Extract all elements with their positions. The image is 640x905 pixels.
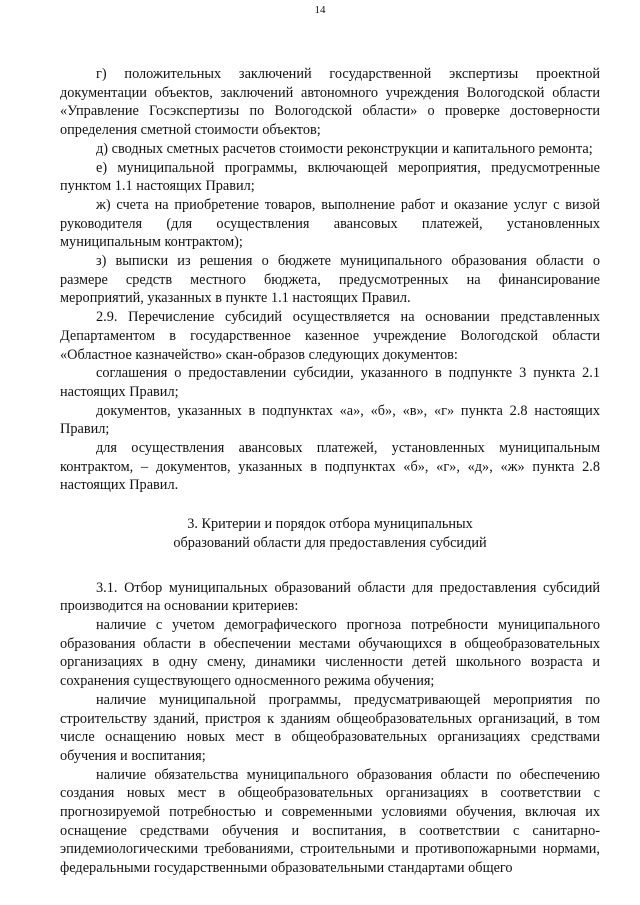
paragraph: наличие муниципальной программы, предусматривающей мероприятия по строительству зданий, пристроя к зданиям общеобразовательных организаций, в том числе оснащению новых мест в общеобразовательных организациях средствами обучения и воспитания; bbox=[60, 691, 600, 764]
paragraph: д) сводных сметных расчетов стоимости реконструкции и капитального ремонта; bbox=[96, 140, 593, 157]
section-heading bbox=[60, 515, 600, 552]
paragraph: ж) счета на приобретение товаров, выполнение работ и оказание услуг с визой руководителя (для осуществления авансовых платежей, установленных муниципальным контрактом); bbox=[60, 196, 600, 251]
paragraph: наличие с учетом демографического прогноза потребности муниципального образования области в обеспечении местами обучающихся в общеобразовательных организациях в одну смену, динамики численности детей школьного возраста и сохранения существующего односменного режима обучения; bbox=[60, 616, 600, 690]
paragraph: для осуществления авансовых платежей, установленных муниципальным контрактом, – документов, указанных в подпунктах «б», «г», «д», «ж» пункта 2.8 настоящих Правил. bbox=[60, 440, 600, 494]
paragraph: е) муниципальной программы, включающей мероприятия, предусмотренные пунктом 1.1 настоящих Правил; bbox=[60, 159, 600, 195]
page-number: 14 bbox=[314, 4, 326, 16]
section-heading-line: образований области для предоставления субсидий bbox=[173, 534, 487, 551]
paragraph: з) выписки из решения о бюджете муниципального образования области о размере средств местного бюджета, предусмотренных на финансирование мероприятий, указанных в пункте 1.1 настоящих Правил. bbox=[60, 253, 600, 307]
paragraph: г) положительных заключений государственной экспертизы проектной документации объектов, заключений автономного учреждения Вологодской области «Управление Госэкспертизы по Вологодской области» о проверке достоверности определения сметной стоимости объектов; bbox=[60, 66, 600, 139]
document-body bbox=[60, 65, 600, 878]
paragraph: документов, указанных в подпунктах «а», «б», «в», «г» пункта 2.8 настоящих Правил; bbox=[60, 402, 600, 438]
paragraph: 2.9. Перечисление субсидий осуществляется на основании представленных Департаментом в государственное казенное учреждение Вологодской области «Областное казначейство» скан-образов следующих документов: bbox=[60, 309, 600, 363]
section-heading-line: 3. Критерии и порядок отбора муниципальных bbox=[187, 516, 473, 533]
paragraph: соглашения о предоставлении субсидии, указанного в подпункте 3 пункта 2.1 настоящих Правил; bbox=[60, 365, 600, 400]
paragraph: 3.1. Отбор муниципальных образований области для предоставления субсидий производится на основании критериев: bbox=[60, 579, 600, 615]
paragraph: наличие обязательства муниципального образования области по обеспечению создания новых мест в общеобразовательных организациях в соответствии с прогнозируемой потребностью и современными условиями обучения, включая их оснащение средствами обучения и воспитания, в соответствии с санитарно-эпидемиологическими требованиями, строительными и противопожарными нормами, федеральными государственными образовательными стандартами общего bbox=[60, 766, 600, 877]
